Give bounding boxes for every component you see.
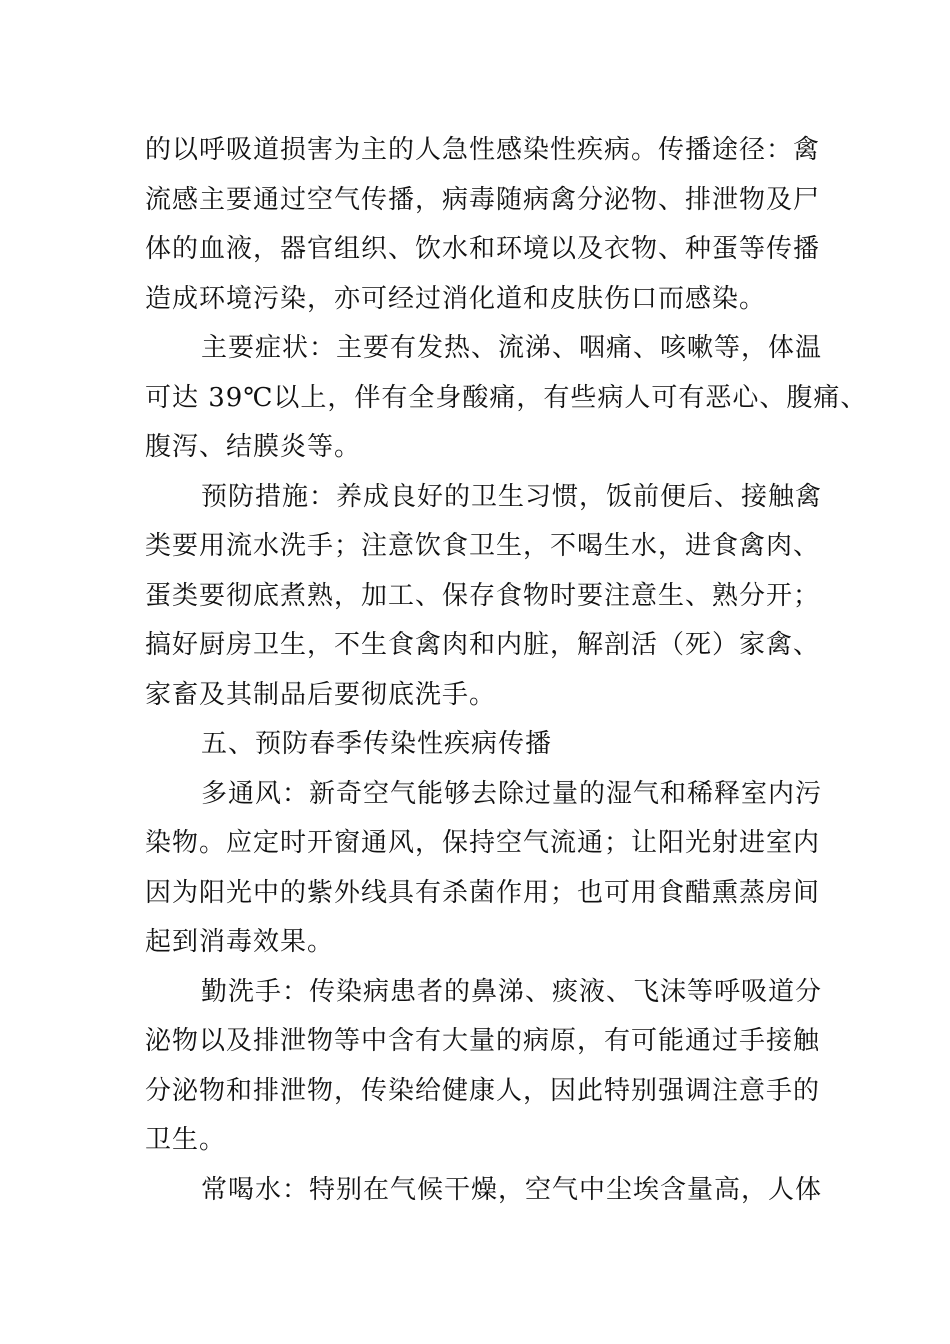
section-heading: 五、预防春季传染性疾病传播 — [201, 729, 553, 759]
text-line-12: 家畜及其制品后要彻底洗手。 — [145, 679, 497, 710]
text-line-1: 的以呼吸道损害为主的人急性感染性疾病。传播途径：禽 — [145, 135, 821, 165]
text-line-19: 泌物以及排泄物等中含有大量的病原，有可能通过手接触 — [145, 1026, 821, 1056]
text-line-2: 流感主要通过空气传播，病毒随病禽分泌物、排泄物及尸 — [145, 184, 821, 215]
text-line-16: 因为阳光中的紫外线具有杀菌作用；也可用食醋熏蒸房间 — [145, 877, 821, 908]
text-line-7: 腹泻、结膜炎等。 — [145, 432, 362, 462]
text-line-5: 主要症状：主要有发热、流涕、咽痛、咳嗽等，体温 — [201, 333, 823, 363]
text-line-22: 常喝水：特别在气候干燥，空气中尘埃含量高，人体 — [201, 1174, 823, 1205]
text-line-18: 勤洗手：传染病患者的鼻涕、痰液、飞沫等呼吸道分 — [201, 976, 823, 1007]
text-line-21: 卫生。 — [145, 1125, 227, 1155]
text-line-10: 蛋类要彻底煮熟，加工、保存食物时要注意生、熟分开； — [145, 580, 821, 611]
text-line-4: 造成环境污染，亦可经过消化道和皮肤伤口而感染。 — [145, 283, 767, 314]
text-line-17: 起到消毒效果。 — [145, 927, 335, 957]
text-line-14: 多通风：新奇空气能够去除过量的湿气和稀释室内污 — [201, 778, 823, 809]
text-line-3: 体的血液，器官组织、饮水和环境以及衣物、种蛋等传播 — [145, 234, 821, 264]
text-line-8: 预防措施：养成良好的卫生习惯，饭前便后、接触禽 — [201, 481, 823, 512]
text-line-9: 类要用流水洗手；注意饮食卫生，不喝生水，进食禽肉、 — [145, 531, 821, 561]
document-body — [145, 126, 868, 1215]
text-line-6: 可达 39℃以上，伴有全身酸痛，有些病人可有恶心、腹痛、 — [145, 382, 868, 413]
text-line-15: 染物。应定时开窗通风，保持空气流通；让阳光射进室内 — [145, 828, 821, 858]
text-line-20: 分泌物和排泄物，传染给健康人，因此特别强调注意手的 — [145, 1075, 821, 1106]
text-line-11: 搞好厨房卫生，不生食禽肉和内脏，解剖活（死）家禽、 — [145, 630, 821, 660]
